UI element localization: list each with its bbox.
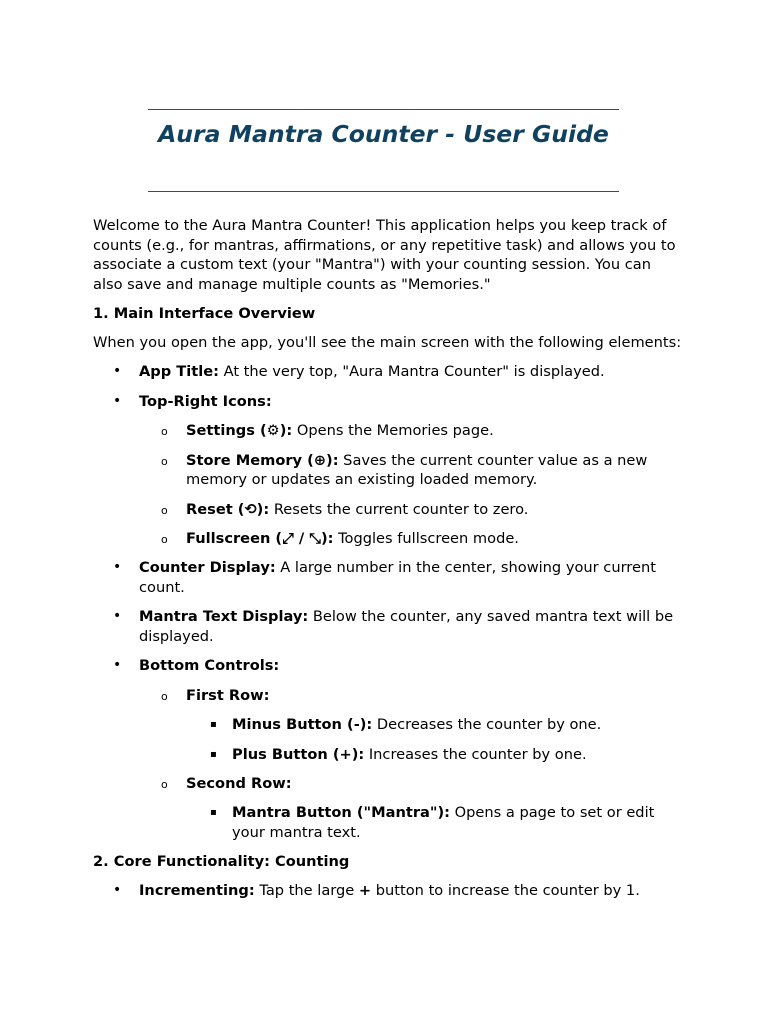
term: Counter Display: [139,559,276,577]
term: Store Memory (⊕): [186,451,339,469]
description: Increases the counter by one. [364,745,587,763]
list-item-app-title [93,362,683,382]
description: Saves the current counter value as a new memory or updates an existing loaded memory. [186,451,648,489]
list-item-incrementing [93,881,683,901]
intro-paragraph: Welcome to the Aura Mantra Counter! This application helps you keep track of counts (e.g., for mantras, affirmations, or any repetitive task) and allows you to associate a custom text (your "Mantra") with your counting session. You can also save and manage multiple counts as "Memories." [93,217,676,293]
top-right-icons-list [139,421,683,548]
description: Toggles fullscreen mode. [333,529,519,547]
list-item-mantra-button [186,803,683,842]
description: At the very top, "Aura Mantra Counter" is displayed. [218,363,605,381]
description: Opens the Memories page. [292,422,494,440]
list-item-store-memory [139,451,683,490]
description: button to increase the counter by 1. [371,882,640,900]
document-title: Aura Mantra Counter - User Guide [158,120,609,148]
term: Bottom Controls: [139,657,280,675]
term: First Row: [186,686,270,704]
list-item-mantra-text-display [93,607,683,646]
term: Top-Right Icons: [139,392,272,410]
list-item-counter-display [93,558,683,597]
second-row-list [186,803,683,842]
list-item-settings [139,421,683,441]
section-heading-core-functionality: 2. Core Functionality: Counting [93,853,350,871]
title-rule-bottom [148,191,619,192]
first-row-list [186,715,683,764]
section-lead: When you open the app, you'll see the main screen with the following elements: [93,334,682,352]
term: Second Row: [186,774,292,792]
term: Incrementing: [139,882,255,900]
term: Plus Button (+): [232,745,365,763]
counting-list [93,881,683,901]
term: Reset (⟲): [186,500,270,518]
term: Minus Button (-): [232,716,373,734]
term: App Title: [139,363,219,381]
section-heading-main-interface: 1. Main Interface Overview [93,305,316,323]
description: Decreases the counter by one. [372,716,602,734]
plus-symbol: + [358,882,372,900]
list-item-top-right-icons [93,392,683,549]
list-item-first-row [139,686,683,764]
document-body [93,216,683,911]
list-item-plus-button [186,745,683,765]
title-rule-top [148,109,619,110]
list-item-second-row [139,774,683,843]
term: Fullscreen (⤢ / ⤡): [186,529,334,547]
description: Below the counter, any saved mantra text will be displayed. [139,608,674,645]
description: Resets the current counter to zero. [269,500,529,518]
term: Mantra Button ("Mantra"): [232,804,450,822]
list-item-minus-button [186,715,683,735]
term: Mantra Text Display: [139,608,309,626]
description: A large number in the center, showing your current count. [139,559,656,596]
list-item-bottom-controls [93,656,683,842]
term: Settings (⚙): [186,422,293,440]
list-item-fullscreen [139,529,683,549]
list-item-reset [139,500,683,520]
bottom-controls-list [139,686,683,843]
interface-list [93,362,683,842]
description: Tap the large [254,882,359,900]
description: Opens a page to set or edit your mantra text. [232,804,655,841]
